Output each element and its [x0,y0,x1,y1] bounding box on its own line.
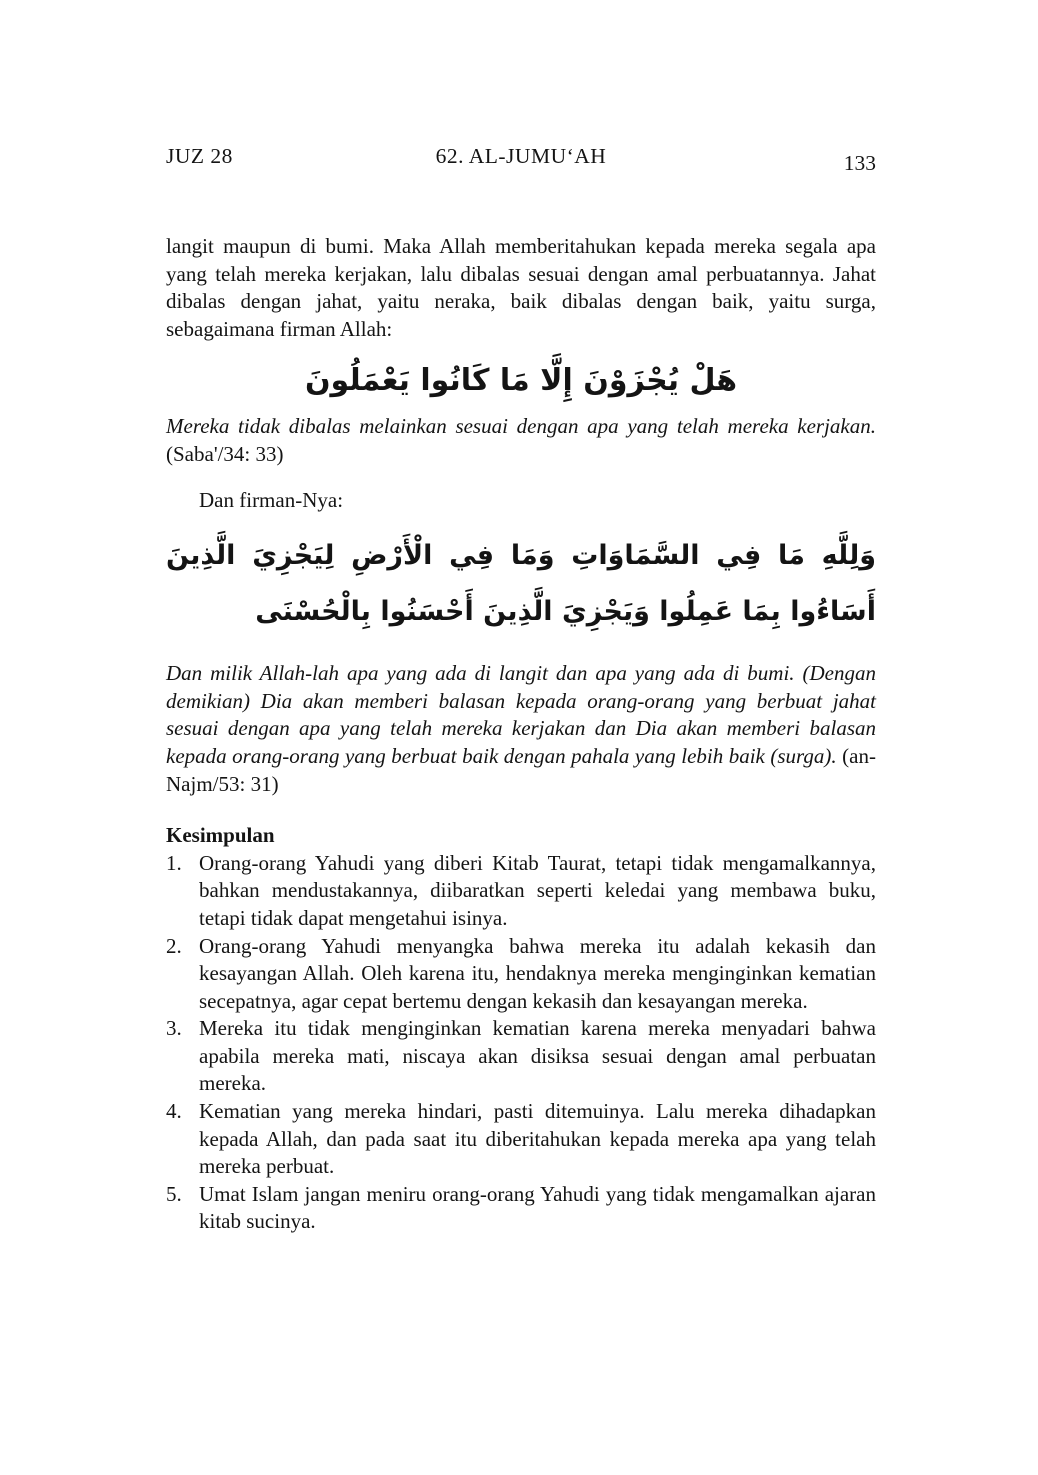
conclusion-item [166,1098,876,1181]
item-text: Orang-orang Yahudi menyangka bahwa mereka itu adalah kekasih dan kesayangan Allah. Oleh karena itu, hendaknya mereka menginginkan kematian secepatnya, agar cepat bertemu dengan kekasih dan kesayangan mereka. [199,933,876,1013]
conclusion-item [166,1181,876,1236]
arabic-verse-annajm: وَلِلَّهِ مَا فِي السَّمَاوَاتِ وَمَا فِي الْأَرْضِ لِيَجْزِيَ الَّذِينَ أَسَاءُوا بِمَا عَمِلُوا وَيَجْزِيَ الَّذِينَ أَحْسَنُوا بِالْحُسْنَى [166,540,876,628]
verse-reference-annajm: (an-Najm/53: 31) [166,743,876,796]
verse-reference-saba: (Saba'/34: 33) [166,441,284,466]
intro-paragraph: langit maupun di bumi. Maka Allah memberitahukan kepada mereka segala apa yang telah mereka kerjakan, lalu dibalas sesuai dengan amal perbuatannya. Jahat dibalas dengan jahat, yaitu neraka, baik dibalas dengan baik, yaitu surga, sebagaimana firman Allah: [166,234,876,341]
item-number: 3. [166,1016,182,1041]
verse-translation-annajm [166,660,876,798]
conclusion-list [166,850,876,1236]
item-text: Orang-orang Yahudi yang diberi Kitab Taurat, tetapi tidak mengamalkannya, bahkan mendustakannya, diibaratkan seperti keledai yang membawa buku, tetapi tidak dapat mengetahui isinya. [199,850,876,930]
firman-intro: Dan firman-Nya: [199,487,344,512]
conclusion-item [166,850,876,933]
item-text: Mereka itu tidak menginginkan kematian karena mereka menyadari bahwa apabila mereka mati, niscaya akan disiksa sesuai dengan amal perbuatan mereka. [199,1016,876,1096]
conclusion-item [166,1015,876,1098]
item-number: 5. [166,1181,182,1206]
conclusion-heading: Kesimpulan [166,823,275,848]
page-header [166,142,876,175]
conclusion-item [166,933,876,1016]
arabic-verse-saba: هَلْ يُجْزَوْنَ إِلَّا مَا كَانُوا يَعْمَلُونَ [304,363,738,399]
verse-translation-saba [166,413,876,468]
surah-title: 62. AL-JUMU‘AH [435,144,607,168]
item-text: Kematian yang mereka hindari, pasti ditemuinya. Lalu mereka dihadapkan kepada Allah, dan pada saat itu diberitahukan kepada mereka apa yang telah mereka perbuat. [199,1099,876,1179]
page-number: 133 [843,151,876,175]
item-number: 1. [166,850,182,875]
juz-label: JUZ 28 [166,144,233,168]
item-number: 4. [166,1099,182,1124]
item-text: Umat Islam jangan meniru orang-orang Yahudi yang tidak mengamalkan ajaran kitab sucinya. [199,1181,876,1234]
translation-text: Mereka tidak dibalas melainkan sesuai dengan apa yang telah mereka kerjakan. [166,414,876,439]
page-content [166,233,876,1236]
item-number: 2. [166,933,182,958]
translation-text: Dan milik Allah-lah apa yang ada di langit dan apa yang ada di bumi. (Dengan demikian) Dia akan memberi balasan kepada orang-orang yang berbuat jahat sesuai dengan apa yang telah mereka kerjakan dan Dia akan memberi balasan kepada orang-orang yang berbuat baik dengan pahala yang lebih baik (surga). [166,661,876,768]
